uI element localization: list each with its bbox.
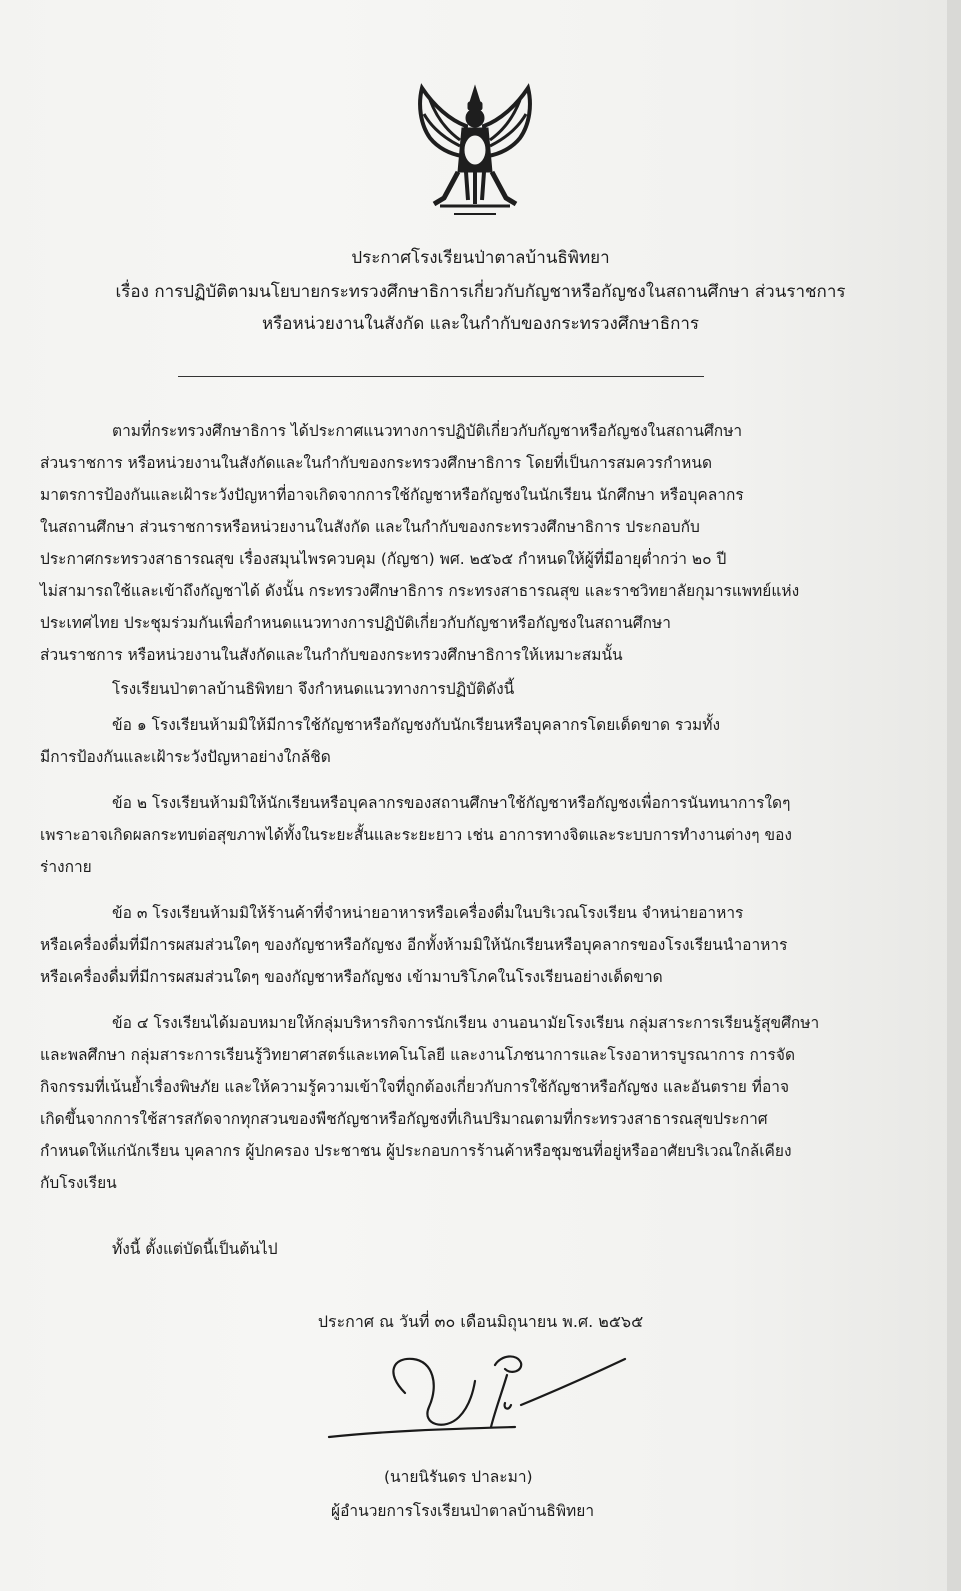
clause-4-line: เกิดขึ้นจากการใช้สารสกัดจากทุกสวนของพืชกัญชาหรือกัญชงที่เกินปริมาณตามที่กระทรวงสาธารณสุขประกาศ — [40, 1110, 768, 1128]
clause-4-line: และพลศึกษา กลุ่มสาระการเรียนรู้วิทยาศาสตร์และเทคโนโลยี และงานโภชนาการและโรงอาหารบูรณาการ การจัด — [40, 1046, 796, 1064]
subject-line-2: หรือหน่วยงานในสังกัด และในกำกับของกระทรวงศึกษาธิการ — [261, 314, 700, 334]
clause-2-line: ข้อ ๒ โรงเรียนห้ามมิให้นักเรียนหรือบุคลากรของสถานศึกษาใช้กัญชาหรือกัญชงเพื่อการนันทนาการใดๆ — [112, 794, 791, 812]
clause-3-line: หรือเครื่องดื่มที่มีการผสมส่วนใดๆ ของกัญชาหรือกัญชง อีกทั้งห้ามมิให้นักเรียนหรือบุคลากรของโรงเรียนนำอาหาร — [40, 936, 788, 954]
subject-line-1: เรื่อง การปฏิบัติตามนโยบายกระทรวงศึกษาธิการเกี่ยวกับกัญชาหรือกัญชงในสถานศึกษา ส่วนราชการ — [115, 282, 846, 302]
intro-line: ตามที่กระทรวงศึกษาธิการ ได้ประกาศแนวทางการปฏิบัติเกี่ยวกับกัญชาหรือกัญชงในสถานศึกษา — [112, 422, 743, 440]
intro-line: ประกาศกระทรวงสาธารณสุข เรื่องสมุนไพรควบคุม (กัญชา) พศ. ๒๕๖๕ กำหนดให้ผู้ที่มีอายุต่ำกว่า ๒๐ ปี — [40, 550, 727, 568]
clause-3-line: ข้อ ๓ โรงเรียนห้ามมิให้ร้านค้าที่จำหน่ายอาหารหรือเครื่องดื่มในบริเวณโรงเรียน จำหน่ายอาหาร — [112, 904, 744, 922]
intro-line: มาตรการป้องกันและเฝ้าระวังปัญหาที่อาจเกิดจากการใช้กัญชาหรือกัญชงในนักเรียน นักศึกษา หรือบุคลากร — [40, 486, 744, 504]
intro-line: ส่วนราชการ หรือหน่วยงานในสังกัดและในกำกับของกระทรวงศึกษาธิการให้เหมาะสมนั้น — [40, 646, 623, 664]
signer-position: ผู้อำนวยการโรงเรียนป่าตาลบ้านธิพิทยา — [331, 1502, 595, 1520]
intro-line: ประเทศไทย ประชุมร่วมกันเพื่อกำหนดแนวทางการปฏิบัติเกี่ยวกับกัญชาหรือกัญชงในสถานศึกษา — [40, 614, 671, 632]
announcement-title: ประกาศโรงเรียนป่าตาลบ้านธิพิทยา — [351, 248, 610, 268]
clause-1-line: ข้อ ๑ โรงเรียนห้ามมิให้มีการใช้กัญชาหรือกัญชงกับนักเรียนหรือบุคลากรโดยเด็ดขาด รวมทั้ง — [112, 716, 721, 734]
header-divider — [178, 376, 704, 377]
intro-line: ในสถานศึกษา ส่วนราชการหรือหน่วยงานในสังกัด และในกำกับของกระทรวงศึกษาธิการ ประกอบกับ — [40, 518, 700, 536]
school-statement: โรงเรียนป่าตาลบ้านธิพิทยา จึงกำหนดแนวทางการปฏิบัติดังนี้ — [112, 680, 515, 698]
intro-line: ไม่สามารถใช้และเข้าถึงกัญชาได้ ดังนั้น กระทรวงศึกษาธิการ กระทรงสาธารณสุข และราชวิทยาลัยกุมารแพทย์แห่ง — [40, 582, 800, 600]
clause-1-line: มีการป้องกันและเฝ้าระวังปัญหาอย่างใกล้ชิด — [40, 748, 331, 766]
clause-4-line: กำหนดให้แก่นักเรียน บุคลากร ผู้ปกครอง ประชาชน ผู้ประกอบการร้านค้าหรือชุมชนที่อยู่หรืออาศัยบริเวณใกล้เคียง — [40, 1142, 792, 1160]
clause-2-line: ร่างกาย — [40, 858, 92, 876]
clause-4-line: กับโรงเรียน — [40, 1174, 117, 1192]
intro-line: ส่วนราชการ หรือหน่วยงานในสังกัดและในกำกับของกระทรวงศึกษาธิการ โดยที่เป็นการสมควรกำหนด — [40, 454, 713, 472]
page-edge — [947, 0, 961, 1591]
garuda-emblem-icon — [410, 80, 540, 230]
signature-icon — [325, 1345, 645, 1450]
effective-statement: ทั้งนี้ ตั้งแต่บัดนี้เป็นต้นไป — [112, 1240, 278, 1258]
clause-4-line: ข้อ ๔ โรงเรียนได้มอบหมายให้กลุ่มบริหารกิจการนักเรียน งานอนามัยโรงเรียน กลุ่มสาระการเรียนรู้สุขศึกษา — [112, 1014, 820, 1032]
announcement-date: ประกาศ ณ วันที่ ๓๐ เดือนมิถุนายน พ.ศ. ๒๕๖๕ — [317, 1312, 644, 1331]
clause-2-line: เพราะอาจเกิดผลกระทบต่อสุขภาพได้ทั้งในระยะสั้นและระยะยาว เช่น อาการทางจิตและระบบการทำงานต่างๆ ของ — [40, 826, 792, 844]
signer-name: (นายนิรันดร ปาละมา) — [384, 1468, 533, 1486]
clause-4-line: กิจกรรมที่เน้นย้ำเรื่องพิษภัย และให้ความรู้ความเข้าใจที่ถูกต้องเกี่ยวกับการใช้กัญชาหรือกัญชง และอันตราย ที่อาจ — [40, 1078, 790, 1096]
clause-3-line: หรือเครื่องดื่มที่มีการผสมส่วนใดๆ ของกัญชาหรือกัญชง เข้ามาบริโภคในโรงเรียนอย่างเด็ดขาด — [40, 968, 663, 986]
announcement-subject — [0, 276, 961, 340]
